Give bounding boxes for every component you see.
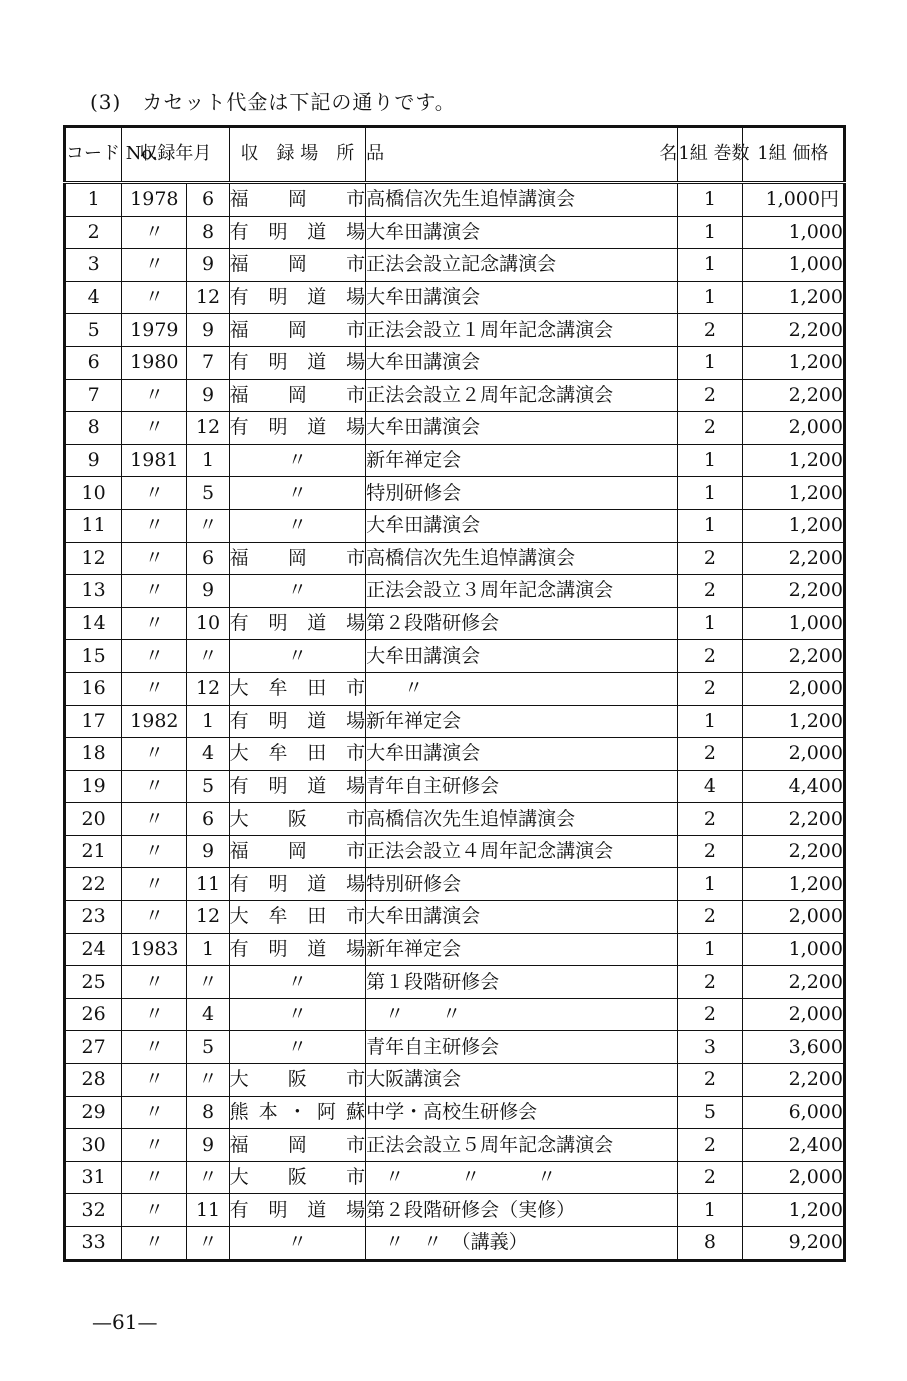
cell-volumes: 4 xyxy=(678,770,742,803)
cell-name: 〃 xyxy=(366,672,678,705)
cell-name: 正法会設立１周年記念講演会 xyxy=(366,314,678,347)
table-row xyxy=(65,998,845,1031)
cell-place: 大牟田市 xyxy=(229,738,366,771)
cell-price: 2,000 xyxy=(742,412,844,445)
cell-price: 1,000円 xyxy=(742,183,844,217)
table-row xyxy=(65,607,845,640)
cell-place: 〃 xyxy=(229,509,366,542)
table-row xyxy=(65,183,845,217)
table-row xyxy=(65,803,845,836)
cell-volumes: 2 xyxy=(678,412,742,445)
cell-volumes: 1 xyxy=(678,933,742,966)
cell-price: 9,200 xyxy=(742,1227,844,1261)
cell-price: 1,000 xyxy=(742,933,844,966)
cell-name: 大牟田講演会 xyxy=(366,901,678,934)
cell-place: 熊本・阿蘇 xyxy=(229,1096,366,1129)
table-row xyxy=(65,1227,845,1261)
table-row xyxy=(65,1194,845,1227)
cell-price: 1,200 xyxy=(742,509,844,542)
cell-code: 26 xyxy=(65,998,122,1031)
table-row xyxy=(65,901,845,934)
cell-code: 24 xyxy=(65,933,122,966)
table-row xyxy=(65,216,845,249)
cell-price: 2,000 xyxy=(742,998,844,1031)
cell-code: 1 xyxy=(65,183,122,217)
cell-code: 15 xyxy=(65,640,122,673)
table-row xyxy=(65,966,845,999)
cell-name: 大阪講演会 xyxy=(366,1064,678,1097)
table-header-row xyxy=(65,127,845,183)
cell-month: 7 xyxy=(187,346,229,379)
cell-month: 〃 xyxy=(187,966,229,999)
table-row xyxy=(65,575,845,608)
cell-name: 特別研修会 xyxy=(366,868,678,901)
intro-text: (3) カセット代金は下記の通りです。 xyxy=(90,90,456,114)
cell-code: 20 xyxy=(65,803,122,836)
cell-price: 1,200 xyxy=(742,705,844,738)
cell-name: 大牟田講演会 xyxy=(366,509,678,542)
cell-year: 〃 xyxy=(122,640,187,673)
cell-place: 有明道場 xyxy=(229,412,366,445)
cell-volumes: 8 xyxy=(678,1227,742,1261)
cell-year: 〃 xyxy=(122,607,187,640)
cell-price: 2,200 xyxy=(742,803,844,836)
cell-name: 第２段階研修会（実修） xyxy=(366,1194,678,1227)
cell-volumes: 2 xyxy=(678,998,742,1031)
cell-place: 福岡市 xyxy=(229,183,366,217)
cell-code: 9 xyxy=(65,444,122,477)
cell-volumes: 2 xyxy=(678,575,742,608)
cell-code: 28 xyxy=(65,1064,122,1097)
cell-price: 6,000 xyxy=(742,1096,844,1129)
cell-place: 〃 xyxy=(229,477,366,510)
cell-name: 第１段階研修会 xyxy=(366,966,678,999)
cell-year: 〃 xyxy=(122,412,187,445)
cell-volumes: 2 xyxy=(678,738,742,771)
cell-place: 福岡市 xyxy=(229,542,366,575)
cell-volumes: 2 xyxy=(678,672,742,705)
cell-code: 4 xyxy=(65,281,122,314)
cell-month: 12 xyxy=(187,901,229,934)
cell-month: 9 xyxy=(187,835,229,868)
cell-price: 1,200 xyxy=(742,346,844,379)
cell-year: 〃 xyxy=(122,770,187,803)
cell-place: 〃 xyxy=(229,575,366,608)
cell-month: 〃 xyxy=(187,1161,229,1194)
header-name: 品 名 xyxy=(366,127,678,183)
cell-code: 33 xyxy=(65,1227,122,1261)
cell-code: 27 xyxy=(65,1031,122,1064)
cell-volumes: 1 xyxy=(678,281,742,314)
header-volumes: 1組 巻数 xyxy=(678,127,742,183)
header-price: 1組 価格 xyxy=(742,127,844,183)
cell-volumes: 2 xyxy=(678,1129,742,1162)
cell-place: 有明道場 xyxy=(229,1194,366,1227)
table-row xyxy=(65,509,845,542)
cell-year: 〃 xyxy=(122,738,187,771)
cell-year: 〃 xyxy=(122,835,187,868)
cell-name: 大牟田講演会 xyxy=(366,640,678,673)
cell-year: 1982 xyxy=(122,705,187,738)
cell-year: 1979 xyxy=(122,314,187,347)
cell-price: 1,000 xyxy=(742,249,844,282)
cell-code: 13 xyxy=(65,575,122,608)
cell-month: 11 xyxy=(187,868,229,901)
cell-name: 大牟田講演会 xyxy=(366,216,678,249)
cell-name: 青年自主研修会 xyxy=(366,1031,678,1064)
table-row xyxy=(65,868,845,901)
table-row xyxy=(65,933,845,966)
table-row xyxy=(65,1161,845,1194)
cell-name: 正法会設立４周年記念講演会 xyxy=(366,835,678,868)
cell-code: 2 xyxy=(65,216,122,249)
cell-price: 2,000 xyxy=(742,901,844,934)
cell-name: 大牟田講演会 xyxy=(366,346,678,379)
table-row xyxy=(65,835,845,868)
cell-code: 6 xyxy=(65,346,122,379)
cell-volumes: 1 xyxy=(678,183,742,217)
cell-price: 2,000 xyxy=(742,738,844,771)
cell-volumes: 2 xyxy=(678,379,742,412)
cell-volumes: 2 xyxy=(678,1161,742,1194)
cell-price: 3,600 xyxy=(742,1031,844,1064)
table-row xyxy=(65,738,845,771)
cell-month: 5 xyxy=(187,770,229,803)
cell-name: 正法会設立２周年記念講演会 xyxy=(366,379,678,412)
cell-name: 〃 〃 xyxy=(366,998,678,1031)
cell-volumes: 1 xyxy=(678,346,742,379)
cell-price: 2,200 xyxy=(742,640,844,673)
cell-month: 8 xyxy=(187,216,229,249)
cell-year: 〃 xyxy=(122,1194,187,1227)
table-row xyxy=(65,1064,845,1097)
cell-name: 大牟田講演会 xyxy=(366,412,678,445)
cell-month: 10 xyxy=(187,607,229,640)
cell-name: 大牟田講演会 xyxy=(366,738,678,771)
cell-code: 32 xyxy=(65,1194,122,1227)
cell-code: 12 xyxy=(65,542,122,575)
cell-code: 7 xyxy=(65,379,122,412)
cell-month: 11 xyxy=(187,1194,229,1227)
cell-month: 1 xyxy=(187,933,229,966)
cell-month: 12 xyxy=(187,281,229,314)
cell-price: 1,200 xyxy=(742,1194,844,1227)
cell-name: 第２段階研修会 xyxy=(366,607,678,640)
cell-year: 〃 xyxy=(122,1129,187,1162)
cell-place: 〃 xyxy=(229,444,366,477)
cell-year: 〃 xyxy=(122,1064,187,1097)
cell-volumes: 1 xyxy=(678,868,742,901)
cell-price: 1,200 xyxy=(742,444,844,477)
cell-price: 1,200 xyxy=(742,868,844,901)
cell-volumes: 2 xyxy=(678,966,742,999)
cell-price: 2,000 xyxy=(742,672,844,705)
cell-volumes: 1 xyxy=(678,705,742,738)
cell-month: 〃 xyxy=(187,509,229,542)
table-row xyxy=(65,477,845,510)
cell-place: 福岡市 xyxy=(229,314,366,347)
cell-code: 19 xyxy=(65,770,122,803)
cell-place: 福岡市 xyxy=(229,249,366,282)
table-row xyxy=(65,249,845,282)
cell-place: 有明道場 xyxy=(229,770,366,803)
cell-month: 12 xyxy=(187,412,229,445)
cell-place: 〃 xyxy=(229,1031,366,1064)
cell-volumes: 2 xyxy=(678,1064,742,1097)
cell-year: 〃 xyxy=(122,542,187,575)
table-row xyxy=(65,314,845,347)
cell-volumes: 1 xyxy=(678,477,742,510)
cell-price: 1,200 xyxy=(742,477,844,510)
cell-place: 〃 xyxy=(229,1227,366,1261)
cell-month: 12 xyxy=(187,672,229,705)
cell-month: 5 xyxy=(187,1031,229,1064)
cell-volumes: 2 xyxy=(678,803,742,836)
cell-code: 11 xyxy=(65,509,122,542)
cell-name: 〃 〃 〃 xyxy=(366,1161,678,1194)
cell-code: 21 xyxy=(65,835,122,868)
cell-price: 2,000 xyxy=(742,1161,844,1194)
cell-month: 6 xyxy=(187,183,229,217)
cell-month: 9 xyxy=(187,379,229,412)
cell-year: 1983 xyxy=(122,933,187,966)
cell-month: 1 xyxy=(187,705,229,738)
table-row xyxy=(65,379,845,412)
cell-month: 9 xyxy=(187,575,229,608)
cell-month: 4 xyxy=(187,738,229,771)
cell-year: 〃 xyxy=(122,509,187,542)
cell-year: 〃 xyxy=(122,803,187,836)
cell-place: 有明道場 xyxy=(229,281,366,314)
cell-code: 29 xyxy=(65,1096,122,1129)
cell-place: 福岡市 xyxy=(229,835,366,868)
cell-code: 16 xyxy=(65,672,122,705)
cell-volumes: 2 xyxy=(678,542,742,575)
cell-year: 〃 xyxy=(122,1161,187,1194)
cell-price: 1,200 xyxy=(742,281,844,314)
cell-volumes: 1 xyxy=(678,607,742,640)
cell-code: 22 xyxy=(65,868,122,901)
table-row xyxy=(65,1129,845,1162)
table-row xyxy=(65,444,845,477)
cell-code: 23 xyxy=(65,901,122,934)
cell-place: 有明道場 xyxy=(229,705,366,738)
cell-price: 2,200 xyxy=(742,1064,844,1097)
table-row xyxy=(65,1096,845,1129)
cell-month: 6 xyxy=(187,542,229,575)
cell-year: 〃 xyxy=(122,901,187,934)
cell-month: 9 xyxy=(187,1129,229,1162)
cell-month: 9 xyxy=(187,249,229,282)
cell-price: 2,400 xyxy=(742,1129,844,1162)
cell-volumes: 1 xyxy=(678,444,742,477)
cell-month: 8 xyxy=(187,1096,229,1129)
cell-code: 30 xyxy=(65,1129,122,1162)
cell-price: 2,200 xyxy=(742,575,844,608)
table-row xyxy=(65,281,845,314)
cell-price: 2,200 xyxy=(742,379,844,412)
cell-place: 〃 xyxy=(229,640,366,673)
cell-price: 2,200 xyxy=(742,966,844,999)
cell-year: 〃 xyxy=(122,1096,187,1129)
cell-price: 2,200 xyxy=(742,835,844,868)
cell-price: 4,400 xyxy=(742,770,844,803)
cell-month: 1 xyxy=(187,444,229,477)
cell-year: 〃 xyxy=(122,966,187,999)
cell-year: 〃 xyxy=(122,249,187,282)
table-row xyxy=(65,346,845,379)
table-row xyxy=(65,1031,845,1064)
cell-year: 1980 xyxy=(122,346,187,379)
cell-code: 17 xyxy=(65,705,122,738)
cell-place: 有明道場 xyxy=(229,868,366,901)
cell-place: 有明道場 xyxy=(229,346,366,379)
cell-year: 〃 xyxy=(122,672,187,705)
cell-volumes: 1 xyxy=(678,249,742,282)
cell-place: 〃 xyxy=(229,966,366,999)
cell-name: 〃 〃 （講義） xyxy=(366,1227,678,1261)
cell-name: 正法会設立５周年記念講演会 xyxy=(366,1129,678,1162)
header-year-month: 収録年月 xyxy=(122,127,229,183)
cell-name: 特別研修会 xyxy=(366,477,678,510)
table-row xyxy=(65,705,845,738)
cell-name: 正法会設立３周年記念講演会 xyxy=(366,575,678,608)
cell-month: 4 xyxy=(187,998,229,1031)
cell-price: 1,000 xyxy=(742,607,844,640)
cell-volumes: 2 xyxy=(678,835,742,868)
cell-place: 福岡市 xyxy=(229,1129,366,1162)
cell-place: 福岡市 xyxy=(229,379,366,412)
header-code: コード No. xyxy=(65,127,122,183)
table-row xyxy=(65,770,845,803)
cell-price: 2,200 xyxy=(742,314,844,347)
cell-year: 〃 xyxy=(122,1227,187,1261)
cell-month: 5 xyxy=(187,477,229,510)
header-place: 収 録 場 所 xyxy=(229,127,366,183)
cell-place: 大牟田市 xyxy=(229,672,366,705)
cell-code: 3 xyxy=(65,249,122,282)
cell-volumes: 2 xyxy=(678,314,742,347)
cell-code: 5 xyxy=(65,314,122,347)
cell-volumes: 3 xyxy=(678,1031,742,1064)
cell-place: 〃 xyxy=(229,998,366,1031)
cell-name: 新年禅定会 xyxy=(366,933,678,966)
page-number: —61— xyxy=(92,1310,158,1334)
cell-month: 〃 xyxy=(187,640,229,673)
cell-code: 25 xyxy=(65,966,122,999)
cell-year: 〃 xyxy=(122,1031,187,1064)
cell-name: 高橋信次先生追悼講演会 xyxy=(366,183,678,217)
cell-year: 〃 xyxy=(122,216,187,249)
cell-year: 1978 xyxy=(122,183,187,217)
cell-volumes: 1 xyxy=(678,216,742,249)
cell-price: 2,200 xyxy=(742,542,844,575)
cell-price: 1,000 xyxy=(742,216,844,249)
cell-code: 18 xyxy=(65,738,122,771)
cell-year: 〃 xyxy=(122,575,187,608)
cell-code: 8 xyxy=(65,412,122,445)
cassette-price-table xyxy=(63,125,846,1262)
cell-place: 大阪市 xyxy=(229,803,366,836)
table-row xyxy=(65,672,845,705)
cell-volumes: 1 xyxy=(678,509,742,542)
cell-year: 〃 xyxy=(122,281,187,314)
cell-volumes: 5 xyxy=(678,1096,742,1129)
cell-name: 新年禅定会 xyxy=(366,444,678,477)
cell-name: 大牟田講演会 xyxy=(366,281,678,314)
cell-code: 10 xyxy=(65,477,122,510)
cell-name: 高橋信次先生追悼講演会 xyxy=(366,803,678,836)
cell-code: 14 xyxy=(65,607,122,640)
cell-name: 新年禅定会 xyxy=(366,705,678,738)
cell-year: 〃 xyxy=(122,477,187,510)
table-row xyxy=(65,542,845,575)
cell-place: 有明道場 xyxy=(229,933,366,966)
cell-place: 大牟田市 xyxy=(229,901,366,934)
cell-place: 大阪市 xyxy=(229,1161,366,1194)
cell-code: 31 xyxy=(65,1161,122,1194)
table-row xyxy=(65,640,845,673)
cell-year: 〃 xyxy=(122,868,187,901)
cell-name: 青年自主研修会 xyxy=(366,770,678,803)
cell-month: 6 xyxy=(187,803,229,836)
cell-place: 大阪市 xyxy=(229,1064,366,1097)
cell-name: 正法会設立記念講演会 xyxy=(366,249,678,282)
cell-month: 〃 xyxy=(187,1227,229,1261)
cell-year: 1981 xyxy=(122,444,187,477)
cell-name: 中学・高校生研修会 xyxy=(366,1096,678,1129)
cell-month: 〃 xyxy=(187,1064,229,1097)
cell-volumes: 1 xyxy=(678,1194,742,1227)
cell-place: 有明道場 xyxy=(229,216,366,249)
cell-year: 〃 xyxy=(122,379,187,412)
cell-month: 9 xyxy=(187,314,229,347)
cell-name: 高橋信次先生追悼講演会 xyxy=(366,542,678,575)
cell-year: 〃 xyxy=(122,998,187,1031)
table-row xyxy=(65,412,845,445)
cell-place: 有明道場 xyxy=(229,607,366,640)
cell-volumes: 2 xyxy=(678,640,742,673)
cell-volumes: 2 xyxy=(678,901,742,934)
